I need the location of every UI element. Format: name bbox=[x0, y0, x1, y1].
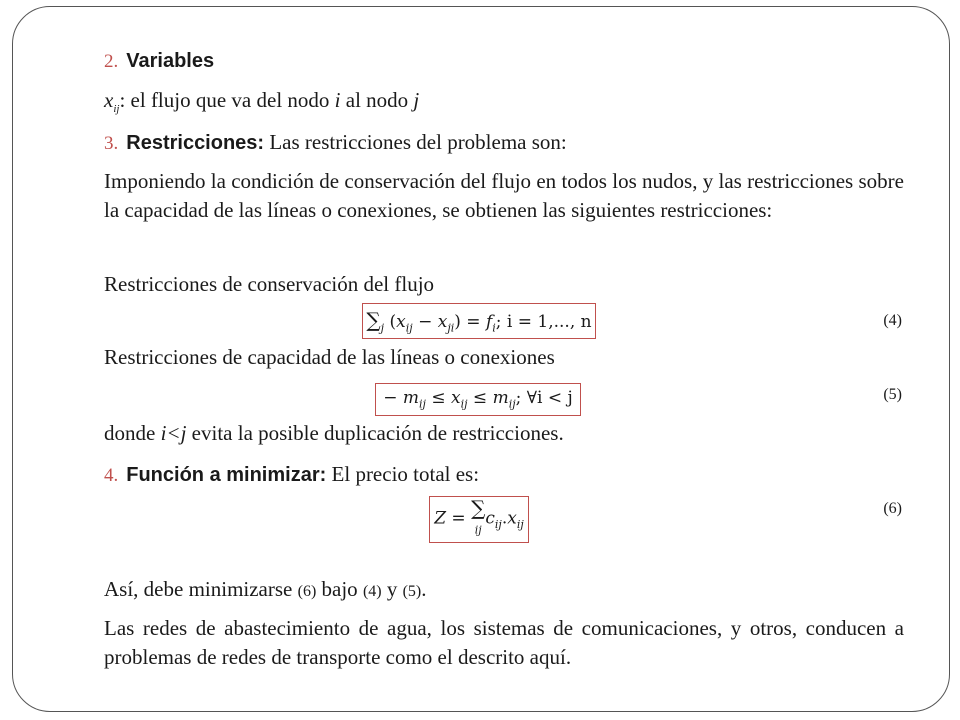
section-number: 3. bbox=[104, 133, 119, 154]
section-number: 4. bbox=[104, 465, 119, 486]
capacity-heading: Restricciones de capacidad de las líneas o conexiones bbox=[104, 345, 555, 369]
section-text: Las restricciones del problema son: bbox=[269, 130, 567, 154]
section-title: Variables bbox=[126, 50, 215, 72]
section-title: Restricciones: bbox=[126, 132, 265, 154]
equation-5: − $m_{ij} \le x_{ij} \le m_{ij}$; ∀i < j bbox=[383, 388, 573, 411]
section-number: 2. bbox=[104, 51, 119, 72]
section-title: Función a minimizar: bbox=[126, 464, 327, 486]
section-variables bbox=[104, 46, 904, 76]
equation-6-box bbox=[429, 496, 529, 543]
equation-6-label: (6) bbox=[883, 500, 902, 517]
equation-4-label: (4) bbox=[883, 312, 902, 329]
intro-paragraph: Imponiendo la condición de conservación del flujo en todos los nudos, y las restricciones sobre la capacidad de las líneas o conexiones, se obtienen las siguientes restricciones: bbox=[104, 169, 904, 222]
equation-6: Z = ∑ $_{ij}c_{ij}.x_{ij}$ bbox=[434, 496, 524, 537]
variable-symbol: $x_{ij}$ bbox=[104, 88, 120, 116]
variable-definition: $x_{ij}$: el flujo que va del nodo i al nodo j bbox=[104, 88, 420, 116]
section-restricciones bbox=[104, 128, 904, 158]
section-text: El precio total es: bbox=[331, 462, 480, 486]
section-funcion bbox=[104, 460, 904, 490]
equation-5-box bbox=[375, 383, 581, 416]
equation-5-label: (5) bbox=[883, 386, 902, 403]
equation-4-box bbox=[362, 303, 596, 339]
flow-conservation-heading: Restricciones de conservación del flujo bbox=[104, 272, 435, 296]
conclusion-line: Así, debe minimizarse (6) bajo (4) y (5). bbox=[104, 577, 427, 601]
equation-4: $\sum_j$ $(x_{ij} - x_{ji}) = f_i$; i = 1,..., n bbox=[366, 307, 592, 335]
where-clause: donde i<j evita la posible duplicación de restricciones. bbox=[104, 421, 564, 445]
closing-paragraph: Las redes de abastecimiento de agua, los sistemas de comunicaciones, y otros, conducen a problemas de redes de transporte como el descrito aquí. bbox=[104, 616, 904, 669]
